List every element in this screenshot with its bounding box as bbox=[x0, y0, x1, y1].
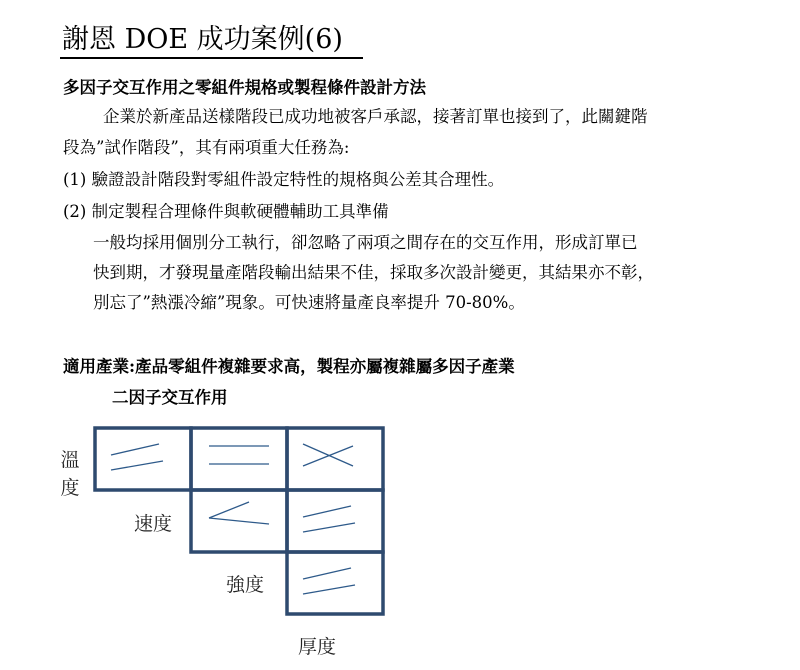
paragraph-line-2: 快到期，才發現量產階段輸出結果不佳，採取多次設計變更，其結果亦不彰， bbox=[93, 263, 654, 282]
label-temperature-char-2: 度 bbox=[60, 477, 80, 499]
label-strength: 強度 bbox=[226, 574, 265, 596]
interaction-line-r2-c2-0 bbox=[303, 568, 351, 579]
matrix-cell-r0-c1 bbox=[191, 428, 287, 490]
label-temperature-char-1: 溫 bbox=[60, 449, 80, 471]
matrix-cell-r1-c2 bbox=[287, 490, 383, 552]
interaction-line-r2-c2-1 bbox=[303, 585, 355, 594]
task-item-1: (1) 驗證設計階段對零組件設定特性的規格與公差其合理性。 bbox=[63, 170, 505, 189]
page-title: 謝恩 DOE 成功案例(6) bbox=[62, 24, 343, 55]
matrix-cell-r0-c0 bbox=[95, 428, 191, 490]
subheading: 二因子交互作用 bbox=[112, 388, 228, 407]
interaction-line-r1-c2-0 bbox=[303, 506, 351, 517]
interaction-line-r1-c1-1 bbox=[209, 518, 269, 524]
industry-line: 適用產業:產品零組件複雜要求高，製程亦屬複雜屬多因子產業 bbox=[63, 357, 515, 376]
interaction-line-r1-c2-1 bbox=[303, 523, 355, 532]
interaction-line-r0-c0-1 bbox=[111, 461, 163, 470]
paragraph-line-1: 一般均採用個別分工執行，卻忽略了兩項之間存在的交互作用，形成訂單已 bbox=[93, 233, 638, 252]
interaction-line-r1-c1-0 bbox=[209, 502, 249, 518]
label-speed: 速度 bbox=[134, 513, 173, 535]
intro-line-2: 段為”試作階段”，其有兩項重大任務為: bbox=[63, 138, 350, 157]
label-temperature bbox=[58, 446, 82, 502]
interaction-line-r0-c0-0 bbox=[111, 444, 159, 455]
matrix-cell-r2-c2 bbox=[287, 552, 383, 614]
paragraph-line-3: 別忘了”熱漲冷縮”現象。可快速將量產良率提升 70-80%。 bbox=[93, 293, 525, 312]
task-item-2: (2) 制定製程合理條件與軟硬體輔助工具準備 bbox=[63, 202, 389, 221]
intro-line-1: 企業於新產品送樣階段已成功地被客戶承認，接著訂單也接到了，此關鍵階 bbox=[103, 107, 648, 126]
section-heading: 多因子交互作用之零組件規格或製程條件設計方法 bbox=[63, 78, 426, 97]
label-thickness: 厚度 bbox=[298, 636, 337, 658]
matrix-cell-r0-c2 bbox=[287, 428, 383, 490]
